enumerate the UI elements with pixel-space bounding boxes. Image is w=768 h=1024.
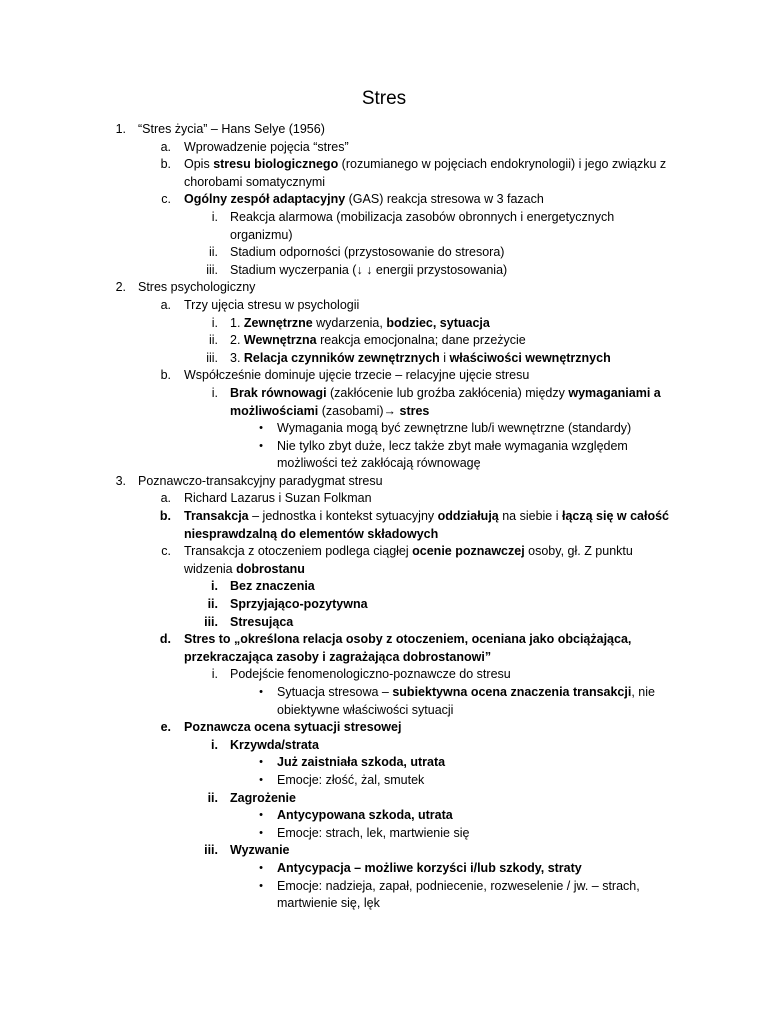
list-item [0,790,768,808]
item-letter: b. [159,509,171,524]
item-text: Stadium wyczerpania (↓ ↓ energii przystosowania) [230,262,508,277]
item-text: Transakcja – jednostka i kontekst sytuacyjny oddziałują na siebie i łączą się w całość niesprawdzalną do elementów składowych [184,509,669,541]
list-item [0,754,768,772]
list-item [0,508,768,543]
item-text: “Stres życia” – Hans Selye (1956) [138,122,325,136]
item-text: Stresująca [230,614,294,629]
item-roman: iii. [204,614,218,629]
item-roman: i. [211,737,218,752]
item-text: Już zaistniała szkoda, utrata [277,755,446,770]
item-text: Transakcja z otoczeniem podlega ciągłej ocenie poznawczej osoby, gł. Z punktu widzenia dobrostanu [184,544,633,576]
item-text: 3. Relacja czynników zewnętrznych i właściwości wewnętrznych [230,350,611,365]
list-item [0,156,768,191]
list-item [0,772,768,790]
list-item [0,596,768,614]
item-text: Stres psychologiczny [138,280,256,295]
item-text: Emocje: strach, lek, martwienie się [277,825,470,840]
bullet-icon: • [259,826,263,839]
item-text: Opis stresu biologicznego (rozumianego w pojęciach endokrynologii) i jego związku z chorobami somatycznymi [184,157,667,189]
list-item [0,420,768,438]
bullet-icon: • [259,879,263,892]
bullet-icon: • [259,773,263,786]
list-item [0,825,768,843]
item-number: 1. [115,122,126,136]
item-text: Wprowadzenie pojęcia “stres” [184,139,349,154]
item-text: Sprzyjająco-pozytywna [230,597,368,612]
item-roman: iii. [206,350,218,365]
item-number: 2. [115,280,126,295]
item-text: 2. Wewnętrzna reakcja emocjonalna; dane przeżycie [230,333,526,348]
list-item [0,684,768,719]
bullet-icon: • [259,809,263,822]
item-letter: a. [160,491,171,506]
item-text: Antycypacja – możliwe korzyści i/lub szkody, straty [277,860,582,875]
list-item [0,315,768,333]
bullet-icon: • [259,686,263,698]
item-roman: iii. [206,262,218,277]
item-number: 3. [115,473,126,488]
list-item [0,543,768,578]
item-text: Poznawcza ocena sytuacji stresowej [184,720,402,735]
list-item [0,473,768,491]
arrow-right-icon: → [383,403,397,418]
item-text: Zagrożenie [230,790,296,805]
item-text: Trzy ujęcia stresu w psychologii [184,297,360,312]
list-item [0,367,768,385]
item-letter: b. [160,368,171,383]
item-text: Stadium odporności (przystosowanie do stresora) [230,245,505,260]
list-item [0,332,768,350]
item-roman: ii. [207,597,218,612]
list-item [0,737,768,755]
item-roman: ii. [208,245,218,260]
item-text: Wymagania mogą być zewnętrzne lub/i wewnętrzne (standardy) [277,421,632,436]
bullet-icon: • [259,756,263,769]
list-item [0,262,768,280]
item-roman: ii. [208,333,218,348]
item-roman: i. [211,667,218,682]
item-text: Poznawczo-transakcyjny paradygmat stresu [138,473,383,488]
list-item [0,666,768,684]
item-roman: iii. [204,843,218,858]
item-text: Bez znaczenia [230,579,315,594]
bullet-icon: • [259,861,263,874]
outline-list [0,121,768,913]
list-item [0,878,768,913]
list-item [0,631,768,666]
list-item [0,614,768,632]
item-text: Stres to „określona relacja osoby z otoczeniem, oceniana jako obciążająca, przekraczająca zasoby i zagrażająca dobrostanowi” [184,632,632,664]
list-item [0,807,768,825]
document-title: Stres [361,88,407,109]
item-text: Richard Lazarus i Suzan Folkman [184,491,372,506]
item-letter: c. [161,192,171,207]
item-text: Sytuacja stresowa – subiektywna ocena znaczenia transakcji, nie obiektywne właściwości sytuacji [277,685,655,717]
list-item [0,191,768,209]
item-roman: i. [211,315,218,330]
item-letter: c. [161,544,171,559]
item-text: Współcześnie dominuje ujęcie trzecie – relacyjne ujęcie stresu [184,368,530,383]
item-text: Nie tylko zbyt duże, lecz także zbyt małe wymagania względem możliwości też zakłócają równowagę [277,438,628,471]
list-item [0,121,768,139]
item-text: Krzywda/strata [230,737,319,752]
list-item [0,578,768,596]
item-letter: e. [160,720,171,735]
bullet-icon: • [259,422,263,435]
list-item [0,385,768,420]
item-letter: a. [160,139,171,154]
item-letter: b. [160,157,171,172]
item-text: Podejście fenomenologiczno-poznawcze do stresu [230,667,511,682]
item-letter: a. [160,297,171,312]
list-item [0,860,768,878]
list-item [0,719,768,737]
list-item [0,297,768,315]
list-item [0,350,768,368]
item-text: Emocje: nadzieja, zapał, podniecenie, rozweselenie / jw. – strach, martwienie się, lęk [277,878,640,911]
list-item [0,209,768,244]
item-roman: i. [211,579,218,594]
item-text: Ogólny zespół adaptacyjny (GAS) reakcja stresowa w 3 fazach [184,192,544,207]
item-text: Emocje: złość, żal, smutek [277,772,425,787]
item-letter: d. [159,632,171,647]
item-roman: ii. [207,790,218,805]
item-roman: i. [211,209,218,224]
item-roman: i. [211,385,218,400]
list-item [0,490,768,508]
list-item [0,279,768,297]
list-item [0,139,768,157]
item-text: Reakcja alarmowa (mobilizacja zasobów obronnych i energetycznych organizmu) [230,209,615,242]
list-item [0,438,768,473]
item-text: Wyzwanie [230,843,290,858]
item-text: Brak równowagi (zakłócenie lub groźba zakłócenia) między wymaganiami a możliwościami (zasobami)→ stres [230,385,661,418]
item-text: 1. Zewnętrzne wydarzenia, bodziec, sytuacja [230,315,490,330]
list-item [0,244,768,262]
bullet-icon: • [259,439,263,452]
list-item [0,842,768,860]
item-text: Antycypowana szkoda, utrata [277,808,453,823]
